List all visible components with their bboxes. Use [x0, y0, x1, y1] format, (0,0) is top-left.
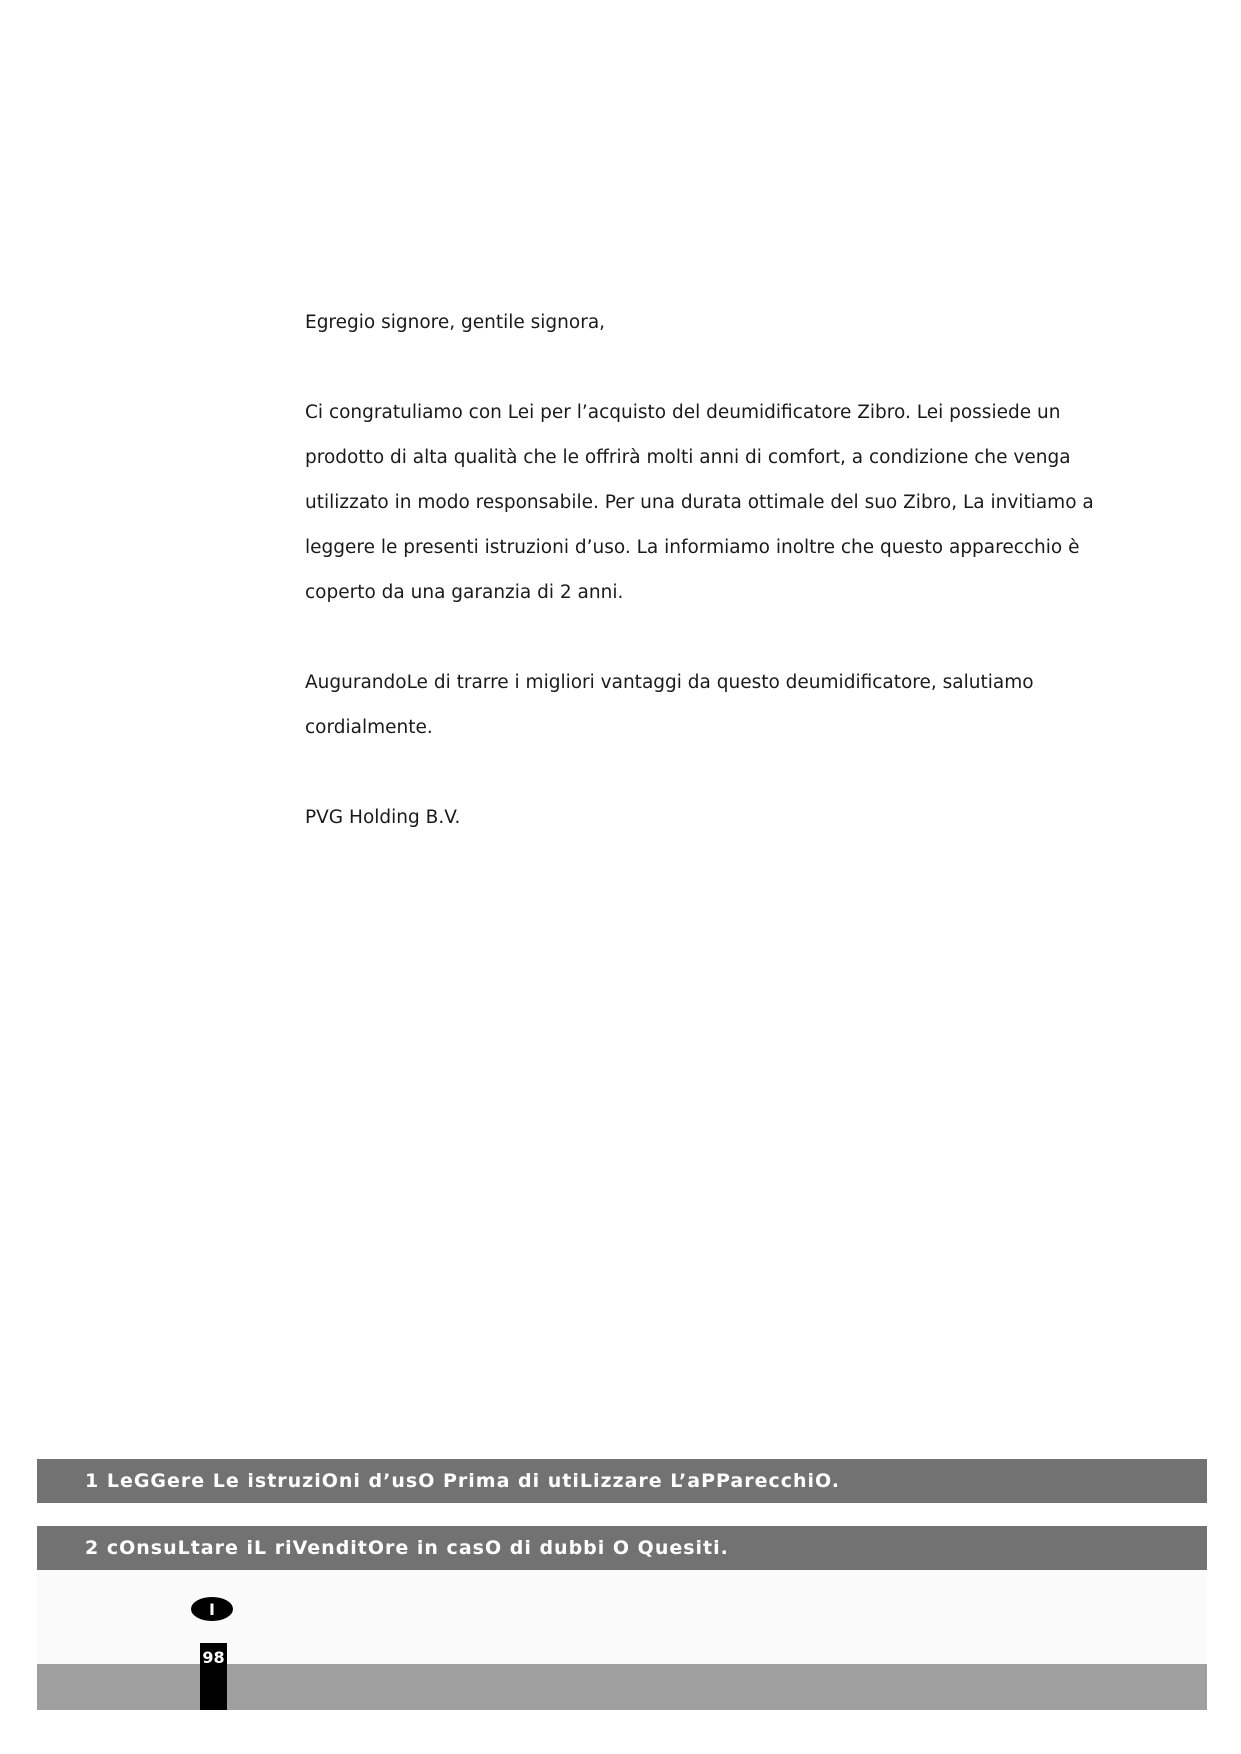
letter-signature: PVG Holding B.V.: [305, 807, 461, 828]
letter-greeting: Egregio signore, gentile signora,: [305, 312, 606, 333]
instruction-bar-2-text: 2 cOnsuLtare iL riVenditOre in casO di dubbi O Quesiti.: [85, 1537, 729, 1559]
letter-body: [305, 300, 1125, 840]
instruction-bar-2: [37, 1526, 1207, 1570]
page-number: 98: [202, 1648, 225, 1667]
instruction-bar-1: [37, 1459, 1207, 1503]
language-badge: I: [191, 1597, 233, 1621]
letter-paragraph-2: AugurandoLe di trarre i migliori vantaggi da questo deumidificatore, salutiamo cordialmente.: [305, 672, 1034, 738]
letter-paragraph-1: Ci congratuliamo con Lei per l’acquisto del deumidificatore Zibro. Lei possiede un prodotto di alta qualità che le offrirà molti anni di comfort, a condizione che venga utilizzato in modo responsabile. Per una durata ottimale del suo Zibro, La invitiamo a leggere le presenti istruzioni d’uso. La informiamo inoltre che questo apparecchio è coperto da una garanzia di 2 anni.: [305, 402, 1094, 603]
page-number-tab: [200, 1643, 227, 1710]
instruction-bar-1-text: 1 LeGGere Le istruziOni d’usO Prima di utiLizzare L’aPParecchiO.: [85, 1470, 841, 1492]
